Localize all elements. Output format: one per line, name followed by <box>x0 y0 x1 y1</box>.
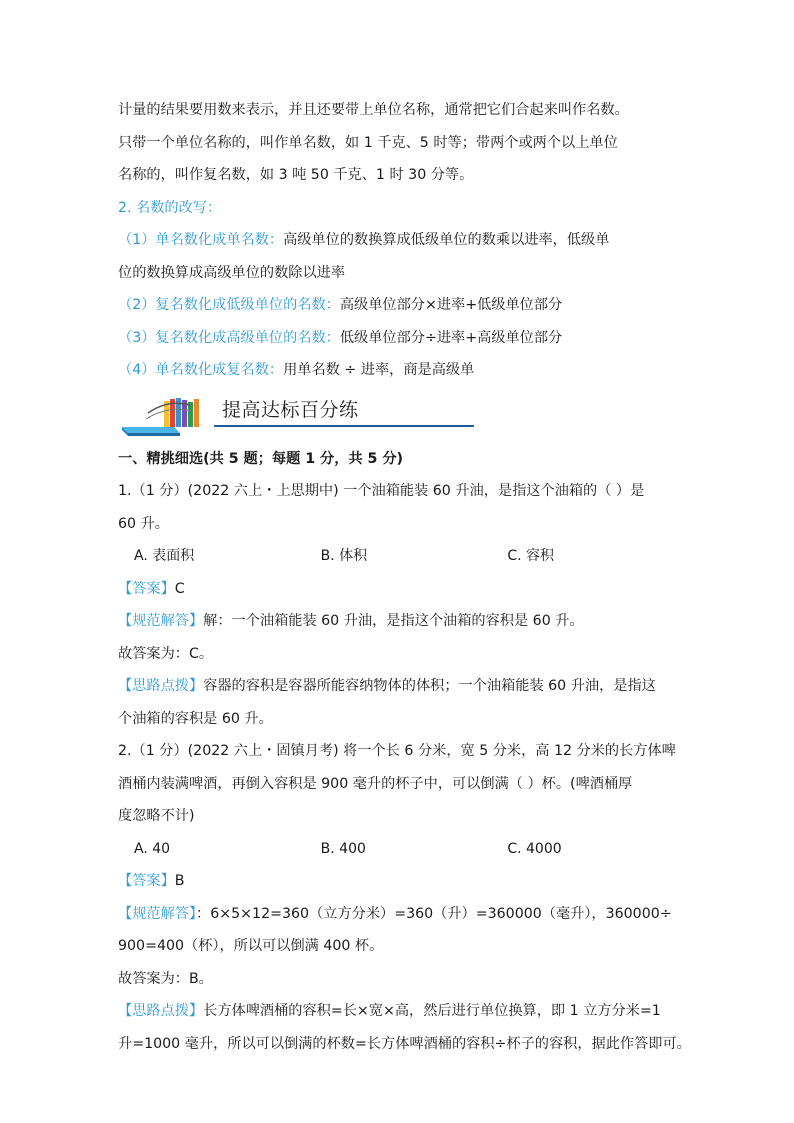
q1-tip <box>118 676 678 696</box>
q1-tip-continued: 个油箱的容积是 60 升。 <box>118 710 273 727</box>
q1-answer-tag: 【答案】 <box>118 580 175 597</box>
intro-line-3: 名称的，叫作复名数，如 3 吨 50 千克、1 时 30 分等。 <box>118 167 474 183</box>
q1-options <box>118 546 678 566</box>
q2-answer-tag: 【答案】 <box>118 873 175 889</box>
q2-answer-value: B <box>174 873 185 889</box>
rule-2-text: 高级单位部分×进率+低级单位部分 <box>339 297 563 313</box>
q1-solution <box>118 611 678 631</box>
q1-stem-line-2: 60 升。 <box>118 515 169 532</box>
q2-option-a: A. 40 <box>134 840 171 857</box>
rule-3 <box>118 328 678 348</box>
q2-answer <box>118 871 678 891</box>
intro-line-1: 计量的结果要用数来表示，并且还要带上单位名称，通常把它们合起来叫作名数。 <box>118 102 629 118</box>
rule-4-label: （4）单名数化成复名数： <box>118 362 284 378</box>
rewrite-title: 2. 名数的改写： <box>118 199 222 216</box>
banner-title: 提高达标百分练 <box>222 398 359 421</box>
q1-option-c: C. 容积 <box>507 548 555 564</box>
q2-stem-line-1: 2.（1 分）(2022 六上・固镇月考) 将一个长 6 分米，宽 5 分米，高 12 分米的长方体啤 <box>118 743 676 759</box>
q2-options <box>118 839 678 859</box>
rule-4-text: 用单名数 ÷ 进率，商是高级单 <box>283 362 475 378</box>
document-content <box>118 100 691 1066</box>
rule-2 <box>118 295 678 315</box>
q2-tip-continued: 升=1000 毫升，所以可以倒满的杯数=长方体啤酒桶的容积÷杯子的容积，据此作答即可。 <box>118 1035 691 1052</box>
q2-tip-text: 长方体啤酒桶的容积=长×宽×高，然后进行单位换算，即 1 立方分米=1 <box>203 1003 661 1019</box>
q1-answer-value: C <box>174 580 185 597</box>
q2-final: 故答案为：B。 <box>118 970 213 987</box>
books-icon <box>118 393 204 437</box>
rule-4 <box>118 360 678 380</box>
q1-tip-text: 容器的容积是容器所能容纳物体的体积；一个油箱能装 60 升油，是指这 <box>203 678 656 694</box>
q2-option-b: B. 400 <box>320 840 366 857</box>
section-title: 一、精挑细选(共 5 题；每题 1 分，共 5 分) <box>118 450 404 467</box>
q2-stem-line-3: 度忽略不计) <box>118 808 195 824</box>
banner-underline <box>214 425 474 427</box>
q2-option-c: C. 4000 <box>507 840 562 857</box>
rule-2-label: （2）复名数化成低级单位的名数： <box>118 297 340 313</box>
q1-stem-line-1: 1.（1 分）(2022 六上・上思期中) 一个油箱能装 60 升油，是指这个油箱的（ ）是 <box>118 483 645 499</box>
q1-tip-tag: 【思路点拨】 <box>118 678 204 694</box>
q1-answer <box>118 579 678 599</box>
rule-3-label: （3）复名数化成高级单位的名数： <box>118 329 340 346</box>
q2-stem-line-2: 酒桶内装满啤酒，再倒入容积是 900 毫升的杯子中，可以倒满（ ）杯。(啤酒桶厚 <box>118 775 633 792</box>
q2-tip <box>118 1001 678 1021</box>
q2-tip-tag: 【思路点拨】 <box>118 1003 204 1019</box>
intro-line-2: 只带一个单位名称的，叫作单名数，如 1 千克、5 时等；带两个或两个以上单位 <box>118 134 618 151</box>
section-banner <box>118 393 678 437</box>
q2-solution-text: ：6×5×12=360（立方分米）=360（升）=360000（毫升），360000÷ <box>196 905 672 922</box>
rule-1 <box>118 230 678 250</box>
q2-solution-continued: 900=400（杯），所以可以倒满 400 杯。 <box>118 938 384 954</box>
q2-solution-tag: 【规范解答】 <box>118 905 197 922</box>
q1-final: 故答案为：C。 <box>118 645 214 662</box>
q1-solution-text: 解：一个油箱能装 60 升油，是指这个油箱的容积是 60 升。 <box>203 613 584 629</box>
rule-1-label: （1）单名数化成单名数： <box>118 232 284 248</box>
q2-solution <box>118 904 678 924</box>
rule-1-text: 高级单位的数换算成低级单位的数乘以进率，低级单 <box>283 232 610 248</box>
rule-1-continued: 位的数换算成高级单位的数除以进率 <box>118 264 346 281</box>
q1-option-b: B. 体积 <box>320 548 368 564</box>
q1-option-a: A. 表面积 <box>134 548 195 564</box>
q1-solution-tag: 【规范解答】 <box>118 613 204 629</box>
rule-3-text: 低级单位部分÷进率+高级单位部分 <box>339 329 563 346</box>
